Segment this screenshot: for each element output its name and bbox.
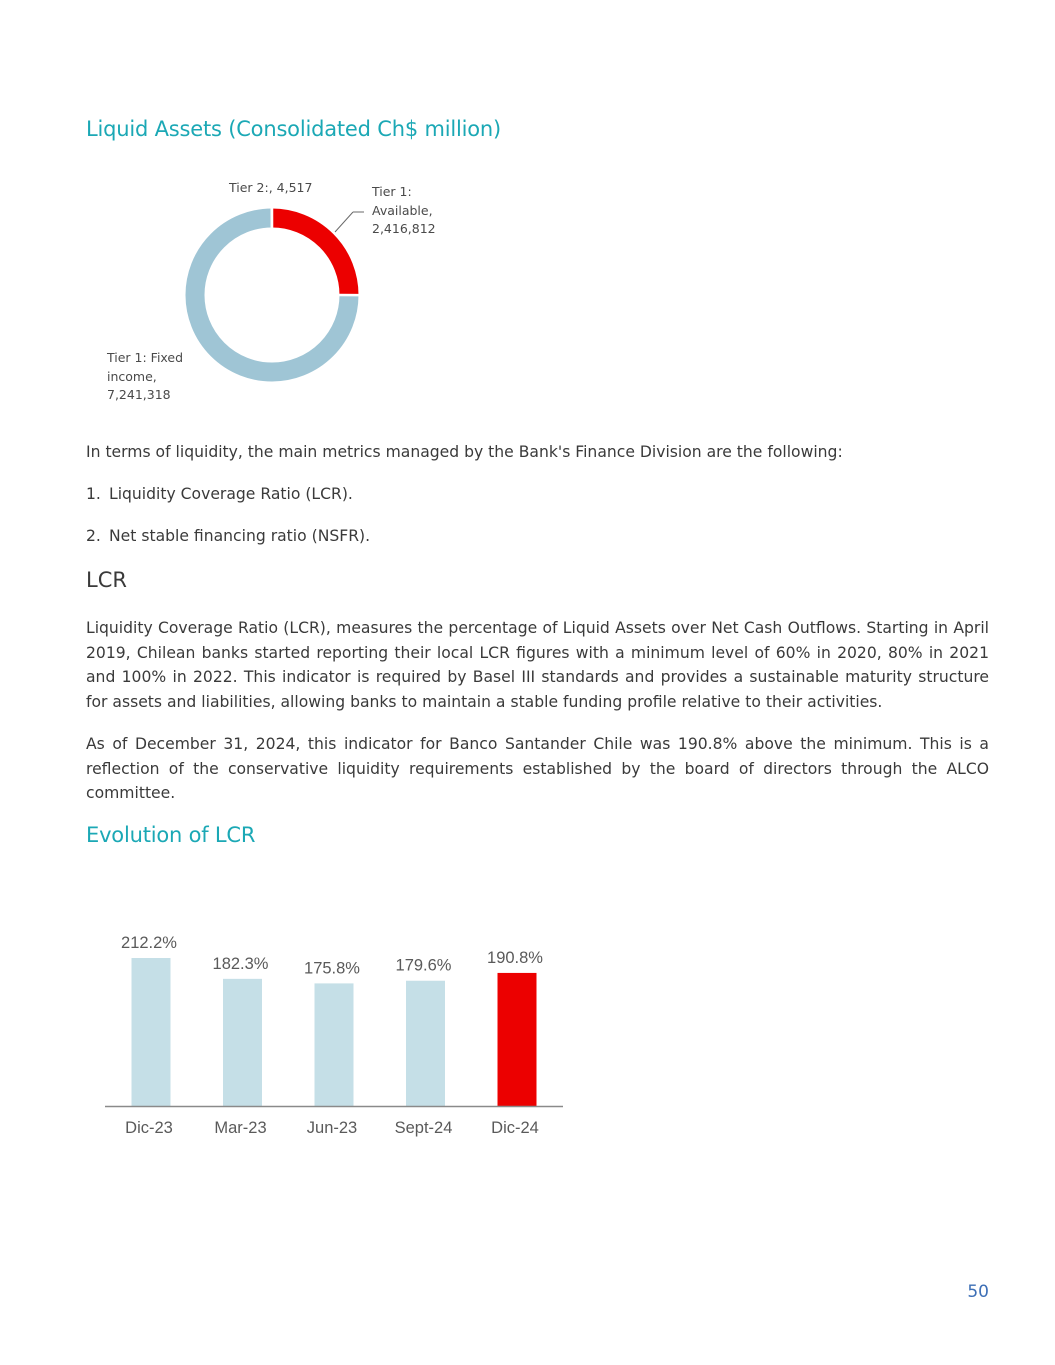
x-tick-label: Sept-24 [394,1119,453,1137]
bar-value-label: 190.8% [487,948,543,967]
x-tick-label: Jun-23 [306,1119,358,1137]
bar-dic-23 [132,958,171,1106]
donut-label-line: Tier 1: [372,184,412,199]
donut-svg [170,195,375,400]
x-tick-label: Mar-23 [214,1119,267,1137]
bar-mar-23 [223,979,262,1106]
bar-value-label: 212.2% [121,934,177,952]
donut-label-line: 2,416,812 [372,221,436,236]
bar-value-label: 175.8% [304,959,360,978]
list-item [86,485,353,503]
bar-sept-24 [406,981,445,1106]
bar-jun-23 [315,983,354,1106]
lcr-heading: LCR [86,568,127,592]
lcr-bars [121,934,543,1137]
donut-label-tier1-available [372,183,436,239]
donut-label-line: Available, [372,202,433,218]
donut-label-tier2 [229,179,312,198]
evolution-title: Evolution of LCR [86,823,256,847]
donut-label-tier1-fixed [107,349,183,405]
x-tick-label: Dic-23 [125,1119,173,1137]
lcr-paragraph-1: Liquidity Coverage Ratio (LCR), measures the percentage of Liquid Assets over Net Cash Outflows. Starting in April 2019, Chilean banks started reporting their local LCR figures with a minimum level of 60% in 2020, 80% in 2021 and 100% in 2022. This indicator is required by Basel III standards and provides a sustainable maturity structure for assets and liabilities, allowing banks to maintain a stable funding profile relative to their activities. [86,619,989,711]
bar-value-label: 182.3% [212,954,269,973]
bar-value-label: 179.6% [395,956,452,975]
list-item-text: Liquidity Coverage Ratio (LCR). [109,485,353,503]
donut-label-tier2-text: Tier 2:, 4,517 [229,180,313,195]
x-tick-label: Dic-24 [491,1119,539,1137]
list-item-text: Net stable financing ratio (NSFR). [109,527,371,545]
list-item [86,527,370,545]
donut-slices [195,208,359,373]
donut-leader-line [335,212,353,232]
bar-dic-24 [498,973,537,1106]
liquid-assets-title: Liquid Assets (Consolidated Ch$ million) [86,117,502,141]
donut-label-line: Tier 1: Fixed [107,350,184,365]
donut-label-line: 7,241,318 [107,387,171,402]
page-number: 50 [967,1282,989,1302]
list-item-number: 1. [86,485,101,503]
intro-text: In terms of liquidity, the main metrics managed by the Bank's Finance Division are the following: [86,443,843,461]
lcr-paragraph-2: As of December 31, 2024, this indicator for Banco Santander Chile was 190.8% above the minimum. This is a reflection of the conservative liquidity requirements established by the board of directors through the ALCO committee. [86,735,989,802]
list-item-number: 2. [86,527,101,545]
donut-label-line: income, [107,368,157,384]
